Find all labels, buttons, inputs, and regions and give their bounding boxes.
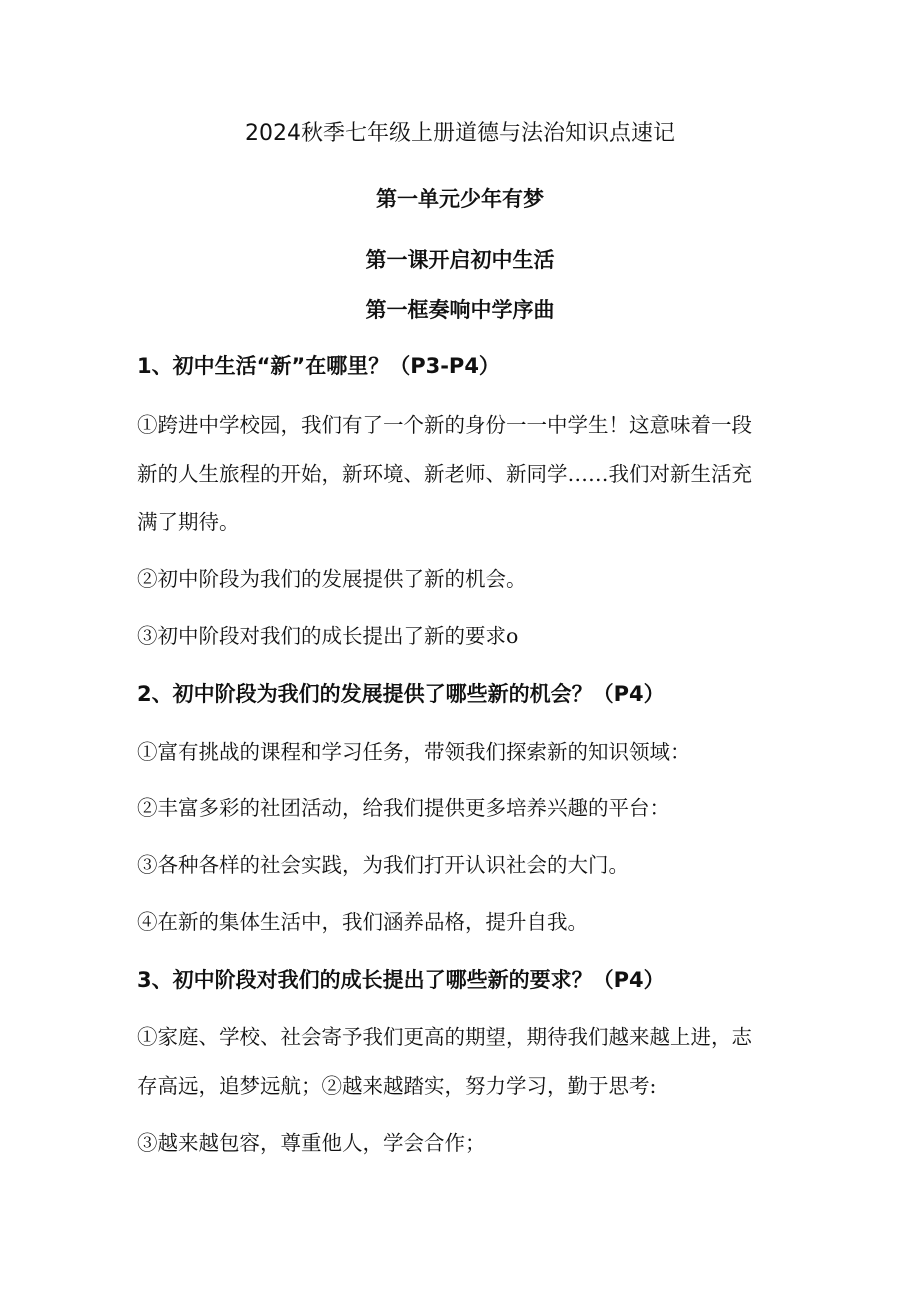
- document-title: 2024秋季七年级上册道德与法治知识点速记: [245, 121, 675, 146]
- answer-line: ④在新的集体生活中，我们涵养品格，提升自我。: [137, 910, 588, 934]
- answer-line: 新的人生旅程的开始，新环境、新老师、新同学……我们对新生活充: [137, 462, 752, 486]
- answer-line: ②丰富多彩的社团活动，给我们提供更多培养兴趣的平台：: [137, 796, 670, 820]
- frame-heading: 第一框奏响中学序曲: [365, 298, 555, 322]
- answer-line: ①家庭、学校、社会寄予我们更高的期望，期待我们越来越上进，志: [137, 1025, 752, 1049]
- answer-line: ③各种各样的社会实践，为我们打开认识社会的大门。: [137, 853, 629, 877]
- question-2: 2、初中阶段为我们的发展提供了哪些新的机会？（P4）: [137, 682, 665, 706]
- question-1: 1、初中生活“新”在哪里？（P3-P4）: [137, 354, 500, 378]
- answer-line: ①富有挑战的课程和学习任务，带领我们探索新的知识领域：: [137, 740, 691, 764]
- answer-line: 存高远，追梦远航；②越来越踏实，努力学习，勤于思考:: [137, 1074, 657, 1098]
- lesson-heading: 第一课开启初中生活: [365, 248, 555, 272]
- answer-line: ①跨进中学校园，我们有了一个新的身份一一中学生！这意味着一段: [137, 413, 752, 437]
- answer-line: ③越来越包容，尊重他人，学会合作；: [137, 1131, 486, 1155]
- unit-heading: 第一单元少年有梦: [376, 187, 544, 211]
- answer-line: ②初中阶段为我们的发展提供了新的机会。: [137, 567, 527, 591]
- question-3: 3、初中阶段对我们的成长提出了哪些新的要求？（P4）: [137, 968, 665, 992]
- answer-line: 满了期待。: [137, 510, 240, 534]
- answer-line: ③初中阶段对我们的成长提出了新的要求o: [137, 624, 519, 648]
